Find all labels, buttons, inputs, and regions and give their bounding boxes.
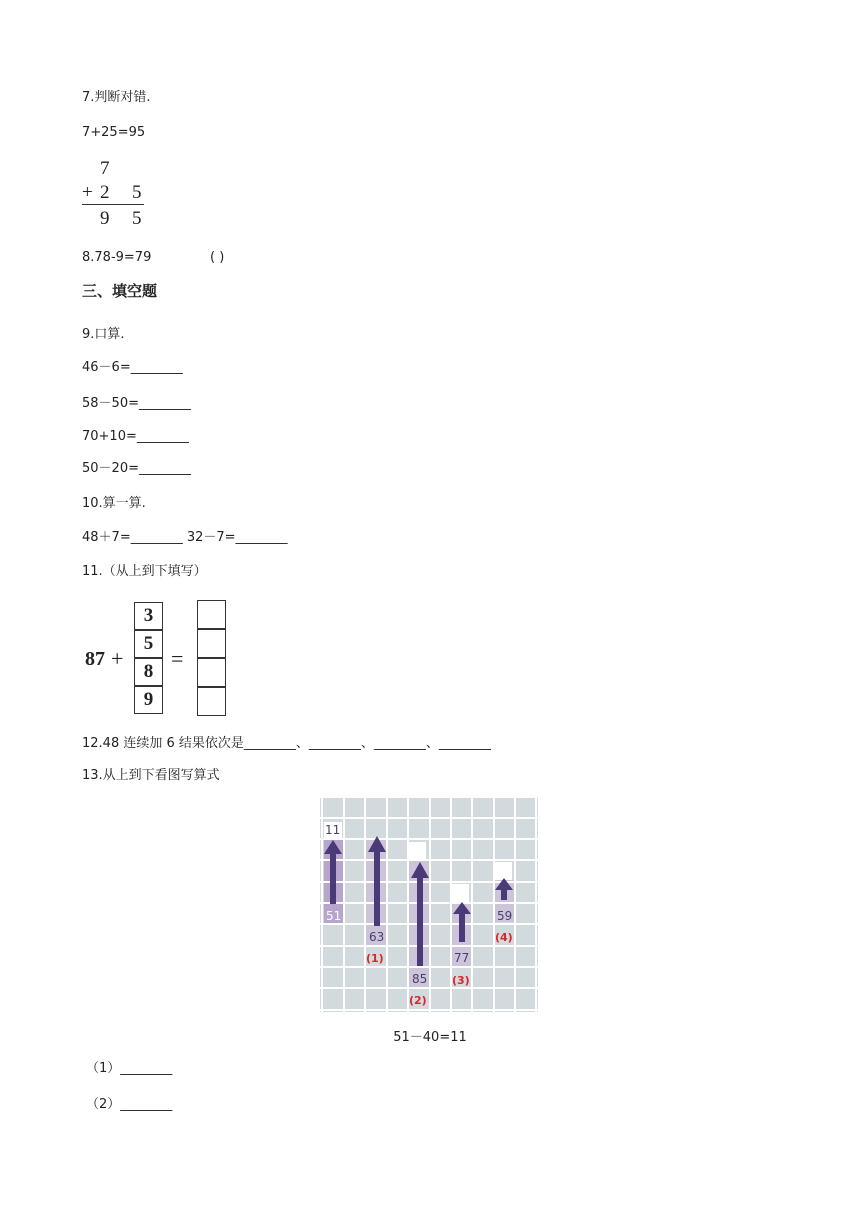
q11-equals: = xyxy=(171,646,184,671)
q11-column-cell: 9 xyxy=(134,686,163,714)
q13-number-grid xyxy=(320,796,538,1012)
grid-label-value: 63 xyxy=(369,930,385,944)
grid-label-value: 85 xyxy=(412,972,428,986)
q9-item-4[interactable]: 50－20=________ xyxy=(82,461,191,476)
q9-title: 9.口算. xyxy=(82,327,125,342)
q11-column-cell: 8 xyxy=(134,658,163,686)
vertical-mid-ones: 5 xyxy=(132,182,142,203)
grid-tag: (1) xyxy=(366,952,384,965)
answer-label: （1） xyxy=(86,1061,121,1076)
grid-white-cell xyxy=(408,842,426,860)
vertical-top-digit: 7 xyxy=(100,158,110,179)
grid-white-cell xyxy=(494,862,512,880)
q9-item-2[interactable]: 58－50=________ xyxy=(82,396,191,411)
q8-answer-paren[interactable]: ( ) xyxy=(210,250,225,265)
q11-answer-box[interactable] xyxy=(197,687,226,716)
q11-plus: + xyxy=(111,646,124,671)
q11-title: 11.（从上到下填写） xyxy=(82,564,207,579)
q13-answer-1[interactable] xyxy=(86,1060,172,1078)
vertical-result-ones: 5 xyxy=(132,208,142,229)
q11-answer-box[interactable] xyxy=(197,629,226,658)
grid-label-value: 51 xyxy=(326,909,342,923)
q11-addend: 87 xyxy=(85,648,105,670)
grid-label-value: 77 xyxy=(454,951,470,965)
grid-label-value: 59 xyxy=(497,909,513,923)
vertical-result-tens: 9 xyxy=(100,208,110,229)
q13-title: 13.从上到下看图写算式 xyxy=(82,768,220,783)
arrow-shaft xyxy=(417,876,423,966)
answer-blank[interactable]: ________ xyxy=(120,1097,173,1112)
q9-item-3[interactable]: 70+10=________ xyxy=(82,429,189,444)
answer-label: （2） xyxy=(86,1097,121,1112)
q13-answer-2[interactable] xyxy=(86,1096,172,1114)
vertical-sum-line xyxy=(82,204,144,205)
q11-column-cell: 5 xyxy=(134,630,163,658)
q12-text[interactable]: 12.48 连续加 6 结果依次是________、________、________、________ xyxy=(82,736,491,751)
answer-blank[interactable]: ________ xyxy=(120,1061,173,1076)
q8-text: 8.78-9=79 xyxy=(82,250,152,265)
q7-vertical-addition xyxy=(82,158,146,234)
grid-label-top: 11 xyxy=(325,823,341,837)
arrow-shaft xyxy=(459,912,465,942)
grid-tag: (3) xyxy=(452,974,470,987)
q13-example: 51－40=11 xyxy=(393,1030,467,1045)
q11-answer-box[interactable] xyxy=(197,658,226,687)
grid-tag: (2) xyxy=(409,994,427,1007)
q10-line[interactable]: 48＋7=________ 32－7=________ xyxy=(82,530,288,545)
vertical-plus-sign: + xyxy=(82,182,93,203)
grid-tag: (4) xyxy=(495,931,513,944)
q11-column-cell: 3 xyxy=(134,602,163,630)
q10-title: 10.算一算. xyxy=(82,496,146,511)
vertical-mid-tens: 2 xyxy=(100,182,110,203)
grid-white-cell xyxy=(451,884,469,902)
section-title: 三、填空题 xyxy=(82,282,158,300)
q9-item-1[interactable]: 46－6=________ xyxy=(82,360,183,375)
q7-statement: 7+25=95 xyxy=(82,125,146,140)
arrow-shaft xyxy=(374,850,380,926)
q7-title: 7.判断对错. xyxy=(82,90,151,105)
q11-answer-box[interactable] xyxy=(197,600,226,629)
arrow-shaft xyxy=(330,852,336,904)
q11-figure xyxy=(82,598,242,718)
